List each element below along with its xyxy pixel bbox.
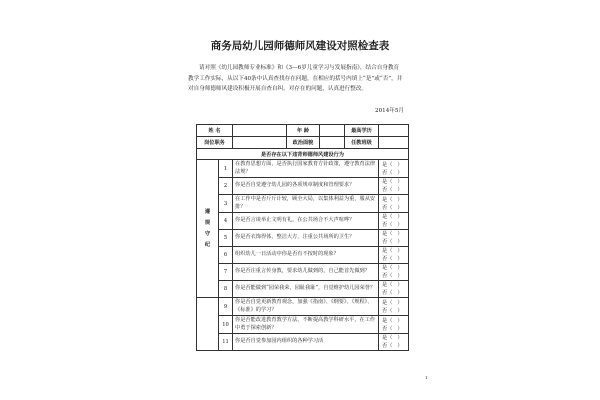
answer-cell[interactable]: 是（ ） 否（ ）: [379, 247, 409, 264]
answer-cell[interactable]: 是（ ） 否（ ）: [379, 213, 409, 230]
question-text: 你是否自觉遵守幼儿园的各项规章制度和管理要求？: [233, 178, 379, 195]
category-label-2: [197, 298, 219, 351]
question-row: [197, 230, 409, 247]
question-row: [197, 281, 409, 298]
row-number: 1: [219, 160, 233, 178]
question-text: 你是否能改进教育教学方法，不断提高教学科研水平，在工作中勇于探索创新？: [233, 316, 379, 334]
question-row: [197, 334, 409, 351]
political-label: 政治面貌: [287, 137, 320, 149]
question-row: [197, 178, 409, 195]
question-text: 你是否能做到“园荣我荣，园耻我耻”，自觉维护幼儿园荣誉？: [233, 281, 379, 298]
answer-cell[interactable]: 是（ ） 否（ ）: [379, 195, 409, 213]
row-number: 9: [219, 298, 233, 316]
question-text: 你是否自觉参加园内组织的各种学习活: [233, 334, 379, 351]
question-row: [197, 247, 409, 264]
document-date: 2014年5月: [375, 108, 404, 114]
question-text: 你是否言谈举止文明有礼，在公共场合不大声喧哗？: [233, 213, 379, 230]
header-row-2: [197, 137, 409, 149]
age-label: 年 龄: [287, 125, 320, 137]
question-row: [197, 213, 409, 230]
row-number: 3: [219, 195, 233, 213]
row-number: 7: [219, 264, 233, 281]
political-value[interactable]: [320, 137, 345, 149]
row-number: 2: [219, 178, 233, 195]
question-row: [197, 264, 409, 281]
checklist-table: [196, 124, 409, 351]
row-number: 8: [219, 281, 233, 298]
answer-cell[interactable]: 是（ ） 否（ ）: [379, 281, 409, 298]
row-number: 4: [219, 213, 233, 230]
intro-text: 请对照《幼儿园教师专业标准》和《3—6岁儿童学习与发展指南》，结合自身教育教学工作实际，从以下40条中认真查找存在问题，在相应的括号内填上“是”或“否”，并对自身师德师风建设积极开展自查自纠，对存在的问题，认真进行整改。: [188, 65, 403, 92]
question-text: 你是否注重言传身教，要求幼儿做到的，自己能首先做到？: [233, 264, 379, 281]
row-number: 10: [219, 316, 233, 334]
document-title: 商务局幼儿园师德师风建设对照检查表: [210, 40, 390, 52]
question-text: 在教育思想方面，是否执行国家教育方针政策，遵守教育法律法规？: [233, 160, 379, 178]
question-text: 你是否自觉更新教育观念，加强《指南》、《纲要》、《规程》、《标准》的学习？: [233, 298, 379, 316]
answer-cell[interactable]: 是（ ） 否（ ）: [379, 298, 409, 316]
question-row: [197, 195, 409, 213]
education-label: 最高学历: [345, 125, 379, 137]
question-text: 在工作中是否斤斤计较，顾全大局，以集体利益为重，服从安排？: [233, 195, 379, 213]
answer-cell[interactable]: 是（ ） 否（ ）: [379, 160, 409, 178]
answer-cell[interactable]: 是（ ） 否（ ）: [379, 316, 409, 334]
intro-paragraph: [188, 63, 404, 95]
question-text: 组织幼儿一日活动中你是否有不按时的现象？: [233, 247, 379, 264]
post-label: 岗位职务: [197, 137, 233, 149]
category-label: 遵 规 守 纪: [197, 160, 219, 298]
row-number: 11: [219, 334, 233, 351]
question-row: [197, 298, 409, 316]
header-row-1: [197, 125, 409, 137]
answer-cell[interactable]: 是（ ） 否（ ）: [379, 178, 409, 195]
age-value[interactable]: [320, 125, 345, 137]
name-label: 姓 名: [197, 125, 233, 137]
post-value[interactable]: [233, 137, 287, 149]
section-title-row: [197, 149, 409, 160]
class-value[interactable]: [379, 137, 409, 149]
answer-cell[interactable]: 是（ ） 否（ ）: [379, 334, 409, 351]
question-row: [197, 316, 409, 334]
class-label: 任教班级: [345, 137, 379, 149]
row-number: 6: [219, 247, 233, 264]
answer-cell[interactable]: 是（ ） 否（ ）: [379, 230, 409, 247]
education-value[interactable]: [379, 125, 409, 137]
row-number: 5: [219, 230, 233, 247]
question-rows: [197, 160, 409, 351]
page-number: 1: [425, 375, 428, 380]
section-title: 是否存在以下违背师德师风建设行为: [197, 149, 409, 160]
name-value[interactable]: [233, 125, 287, 137]
answer-cell[interactable]: 是（ ） 否（ ）: [379, 264, 409, 281]
question-row: [197, 160, 409, 178]
question-text: 你是否衣饰得体，整洁大方，注重公共场所的卫生？: [233, 230, 379, 247]
